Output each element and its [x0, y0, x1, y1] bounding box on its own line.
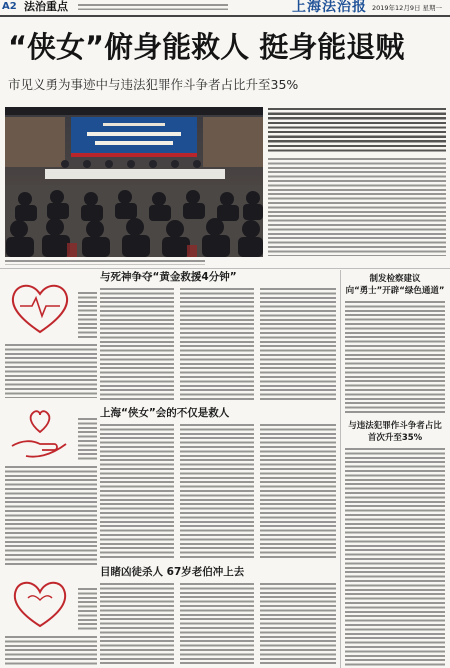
story-2-text-col-2 — [180, 424, 254, 560]
story-3-left-text — [5, 636, 97, 666]
sidebar-2-text — [345, 448, 445, 666]
story-3-heading: 目睹凶徒杀人 67岁老伯冲上去 — [100, 566, 245, 578]
sidebar-2-heading-line-1: 与违法犯罪作斗争者占比 — [348, 421, 442, 431]
section-divider — [0, 268, 450, 269]
hand-heart-icon — [6, 402, 74, 462]
story-2-side-text — [78, 418, 97, 460]
heart-lines-icon — [6, 276, 74, 338]
story-1-side-text — [78, 292, 97, 338]
story-1-heading: 与死神争夺“黄金救援4分钟” — [100, 271, 237, 283]
story-1-left-text — [5, 344, 97, 398]
story-1-text-col-1 — [100, 288, 174, 400]
story-2-text-col-1 — [100, 424, 174, 560]
story-2-left-text — [5, 466, 97, 566]
lead-body-text — [268, 158, 446, 256]
lead-paragraph-text — [268, 108, 446, 154]
story-3-text-col-1 — [100, 583, 174, 666]
story-3-text-col-3 — [260, 583, 336, 666]
photo-caption-text — [5, 260, 205, 265]
subheadline: 市见义勇为事迹中与违法犯罪作斗争者占比升至35% — [8, 77, 299, 92]
sidebar-1-heading-line-2: 向“勇士”开辟“绿色通道” — [345, 286, 445, 296]
sidebar-1-text — [345, 301, 445, 415]
story-3-text-col-2 — [180, 583, 254, 666]
section-name: 法治重点 — [24, 0, 68, 13]
story-3-side-text — [78, 588, 97, 630]
headline: “侠女”俯身能救人 挺身能退贼 — [8, 30, 405, 64]
header-rule — [0, 15, 450, 17]
story-1-text-col-2 — [180, 288, 254, 400]
heart-sketch-icon — [6, 572, 74, 632]
page-number: A2 — [2, 1, 17, 12]
meeting-photo — [5, 107, 263, 257]
story-2-text-col-3 — [260, 424, 336, 560]
sidebar-rule — [340, 270, 341, 668]
editor-credits-text — [78, 4, 228, 10]
issue-date: 2019年12月9日 星期一 — [372, 4, 443, 12]
sidebar-2-heading-line-2: 首次升至35% — [367, 433, 423, 443]
story-1-text-col-3 — [260, 288, 336, 400]
masthead: 上海法治报 — [292, 0, 367, 15]
story-2-heading: 上海“侠女”会的不仅是救人 — [100, 407, 230, 419]
meeting-photo-image — [5, 107, 263, 257]
sidebar-1-heading-line-1: 制发检察建议 — [369, 274, 421, 284]
